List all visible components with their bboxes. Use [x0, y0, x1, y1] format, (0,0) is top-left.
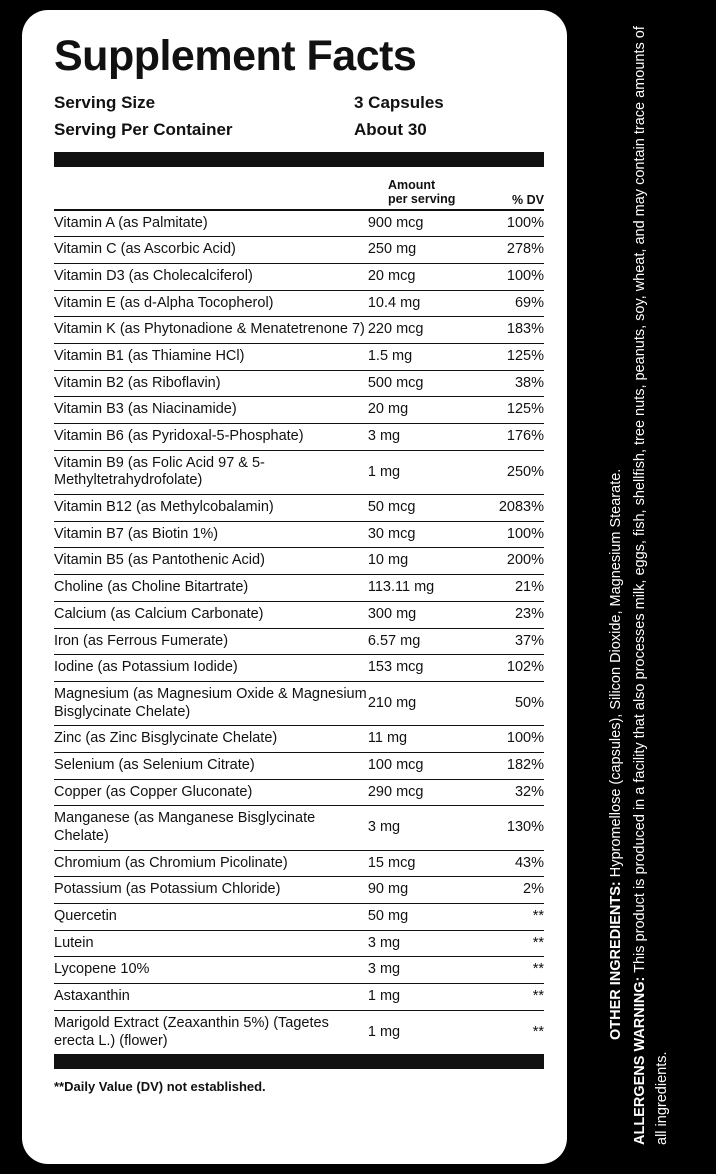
nutrient-name: Quercetin: [54, 904, 368, 931]
side-information: [586, 0, 716, 1174]
table-row: [54, 237, 544, 264]
nutrient-dv: 100%: [481, 211, 544, 237]
nutrient-amount: 11 mg: [368, 726, 481, 753]
table-row: [54, 628, 544, 655]
nutrient-dv: 100%: [481, 263, 544, 290]
nutrient-name: Lutein: [54, 930, 368, 957]
bottom-thick-divider: [54, 1054, 544, 1069]
nutrient-amount: 300 mg: [368, 601, 481, 628]
table-row: [54, 495, 544, 522]
nutrient-dv: **: [532, 1023, 544, 1040]
table-row: [54, 370, 544, 397]
nutrient-amount: 1.5 mg: [368, 343, 481, 370]
nutrient-name: Vitamin B5 (as Pantothenic Acid): [54, 548, 368, 575]
column-header-amount: [388, 178, 488, 207]
nutrient-amount: 100 mcg: [368, 752, 481, 779]
column-header-amount-line1: Amount: [388, 177, 436, 192]
table-column-headers: [54, 167, 544, 209]
nutrient-dv: 2%: [481, 877, 544, 904]
table-row: [54, 930, 544, 957]
nutrient-dv: 183%: [481, 317, 544, 344]
nutrient-amount: 3 mg: [368, 806, 481, 850]
allergens-warning-heading: ALLERGENS WARNING:: [632, 976, 648, 1145]
nutrient-dv: 182%: [481, 752, 544, 779]
nutrient-name: Vitamin B7 (as Biotin 1%): [54, 521, 368, 548]
nutrient-name: Selenium (as Selenium Citrate): [54, 752, 368, 779]
nutrient-amount: 30 mcg: [368, 521, 481, 548]
nutrient-dv: **: [481, 930, 544, 957]
nutrient-table: [54, 211, 544, 1055]
serving-size-value: 3 Capsules: [354, 93, 444, 113]
nutrient-dv: 125%: [481, 397, 544, 424]
nutrient-name: Vitamin C (as Ascorbic Acid): [54, 237, 368, 264]
nutrient-amount: 10 mg: [368, 548, 481, 575]
nutrient-amount: 1 mg: [368, 450, 481, 494]
nutrient-amount: 50 mg: [368, 904, 481, 931]
table-row: [54, 877, 544, 904]
table-row: [54, 343, 544, 370]
column-header-amount-line2: per serving: [388, 192, 456, 207]
nutrient-dv: **: [481, 957, 544, 984]
nutrient-dv: 125%: [481, 343, 544, 370]
nutrient-amount: 153 mcg: [368, 655, 481, 682]
panel-content: [54, 30, 544, 1094]
nutrient-amount: 20 mcg: [368, 263, 481, 290]
nutrient-amount: 220 mcg: [368, 317, 481, 344]
nutrient-dv: **: [481, 984, 544, 1011]
nutrient-dv: 100%: [481, 726, 544, 753]
daily-value-footnote: **Daily Value (DV) not established.: [54, 1079, 266, 1095]
table-row: [54, 575, 544, 602]
nutrient-name: Iron (as Ferrous Fumerate): [54, 628, 368, 655]
table-row: [54, 548, 544, 575]
nutrient-name: Vitamin B1 (as Thiamine HCl): [54, 343, 368, 370]
nutrient-name: Copper (as Copper Gluconate): [54, 779, 368, 806]
serving-per-container-label: Serving Per Container: [54, 120, 233, 140]
nutrient-name: Vitamin K (as Phytonadione & Menatetrenone 7): [54, 317, 368, 344]
table-row: [54, 601, 544, 628]
nutrient-amount: 210 mg: [368, 681, 481, 725]
nutrient-name: Calcium (as Calcium Carbonate): [54, 601, 368, 628]
nutrient-name: Lycopene 10%: [54, 957, 368, 984]
nutrient-amount: 90 mg: [368, 877, 481, 904]
serving-per-container-row: [54, 116, 544, 143]
nutrient-amount: 6.57 mg: [368, 628, 481, 655]
nutrient-name: Vitamin D3 (as Cholecalciferol): [54, 263, 368, 290]
nutrient-name: Marigold Extract (Zeaxanthin 5%) (Tagetes erecta L.) (flower): [54, 1014, 329, 1049]
nutrient-amount: 10.4 mg: [368, 290, 481, 317]
nutrient-name: Manganese (as Manganese Bisglycinate Chelate): [54, 806, 368, 850]
table-row: [54, 655, 544, 682]
nutrient-dv: 200%: [481, 548, 544, 575]
table-row: [54, 752, 544, 779]
nutrient-amount: 113.11 mg: [368, 575, 481, 602]
nutrient-amount: 250 mg: [368, 237, 481, 264]
table-row: [54, 779, 544, 806]
nutrient-name: Vitamin B6 (as Pyridoxal-5-Phosphate): [54, 424, 368, 451]
table-row: [54, 984, 544, 1011]
top-thick-divider: [54, 152, 544, 167]
table-row: [54, 806, 544, 850]
supplement-facts-panel: [22, 10, 567, 1164]
nutrient-dv: 2083%: [481, 495, 544, 522]
table-row: [54, 397, 544, 424]
nutrient-name: Vitamin B2 (as Riboflavin): [54, 370, 368, 397]
nutrient-dv: 100%: [481, 521, 544, 548]
serving-size-row: [54, 89, 544, 116]
nutrient-dv: 176%: [481, 424, 544, 451]
nutrient-amount: 3 mg: [368, 957, 481, 984]
nutrient-name: Iodine (as Potassium Iodide): [54, 655, 368, 682]
nutrient-name: Vitamin B3 (as Niacinamide): [54, 397, 368, 424]
nutrient-amount: 20 mg: [368, 397, 481, 424]
table-row: [54, 450, 544, 494]
allergens-warning-block: [630, 15, 674, 1145]
nutrient-name: Chromium (as Chromium Picolinate): [54, 850, 368, 877]
table-row: [54, 263, 544, 290]
other-ingredients-text: Hypromellose (capsules), Silicon Dioxide, Magnesium Stearate.: [608, 468, 624, 878]
serving-info: [54, 89, 544, 143]
table-row: [54, 290, 544, 317]
nutrient-amount: 290 mcg: [368, 779, 481, 806]
nutrient-dv: 37%: [481, 628, 544, 655]
table-row: [54, 1010, 544, 1054]
nutrient-amount: 3 mg: [368, 424, 481, 451]
nutrient-dv: 50%: [481, 681, 544, 725]
nutrient-dv: **: [481, 904, 544, 931]
nutrient-amount: 900 mcg: [368, 211, 481, 237]
nutrient-dv: 130%: [481, 806, 544, 850]
table-row: [54, 521, 544, 548]
nutrient-dv: 38%: [481, 370, 544, 397]
allergens-warning-text: This product is produced in a facility that also processes milk, eggs, fish, shellfish, tree nuts, peanuts, soy, wheat, and may contain trace amounts of all ingredients.: [632, 26, 670, 1145]
serving-per-container-value: About 30: [354, 120, 427, 140]
nutrient-name: Vitamin B9 (as Folic Acid 97 & 5-Methyltetrahydrofolate): [54, 450, 368, 494]
nutrient-amount: 1 mg: [368, 984, 481, 1011]
nutrient-amount: 15 mcg: [368, 850, 481, 877]
nutrient-dv: 32%: [481, 779, 544, 806]
nutrient-dv: 21%: [481, 575, 544, 602]
nutrient-dv: 102%: [481, 655, 544, 682]
table-row: [54, 681, 544, 725]
nutrient-name: Zinc (as Zinc Bisglycinate Chelate): [54, 726, 368, 753]
table-row: [54, 726, 544, 753]
nutrient-amount: 1 mg: [367, 1023, 401, 1040]
nutrient-dv: 278%: [481, 237, 544, 264]
serving-size-label: Serving Size: [54, 93, 156, 113]
nutrient-amount: 3 mg: [368, 930, 481, 957]
nutrient-dv: 250%: [481, 450, 544, 494]
other-ingredients-block: [606, 30, 628, 1040]
other-ingredients-heading: OTHER INGREDIENTS:: [608, 881, 624, 1040]
nutrient-name: Vitamin E (as d-Alpha Tocopherol): [54, 290, 368, 317]
column-header-dv: % DV: [512, 192, 544, 207]
nutrient-dv: 43%: [481, 850, 544, 877]
table-row: [54, 424, 544, 451]
nutrient-name: Vitamin A (as Palmitate): [54, 211, 368, 237]
nutrient-amount: 500 mcg: [368, 370, 481, 397]
nutrient-name: Choline (as Choline Bitartrate): [54, 575, 368, 602]
nutrient-name: Magnesium (as Magnesium Oxide & Magnesium Bisglycinate Chelate): [54, 681, 368, 725]
nutrient-amount: 50 mcg: [368, 495, 481, 522]
table-row: [54, 957, 544, 984]
nutrient-table-body: [54, 211, 544, 1055]
nutrient-name: Potassium (as Potassium Chloride): [54, 877, 368, 904]
table-row: [54, 317, 544, 344]
page-title: Supplement Facts: [54, 32, 417, 80]
table-row: [54, 904, 544, 931]
table-row: [54, 850, 544, 877]
nutrient-name: Vitamin B12 (as Methylcobalamin): [54, 495, 368, 522]
table-row: [54, 211, 544, 237]
nutrient-dv: 23%: [481, 601, 544, 628]
nutrient-name: Astaxanthin: [54, 984, 368, 1011]
nutrient-dv: 69%: [481, 290, 544, 317]
